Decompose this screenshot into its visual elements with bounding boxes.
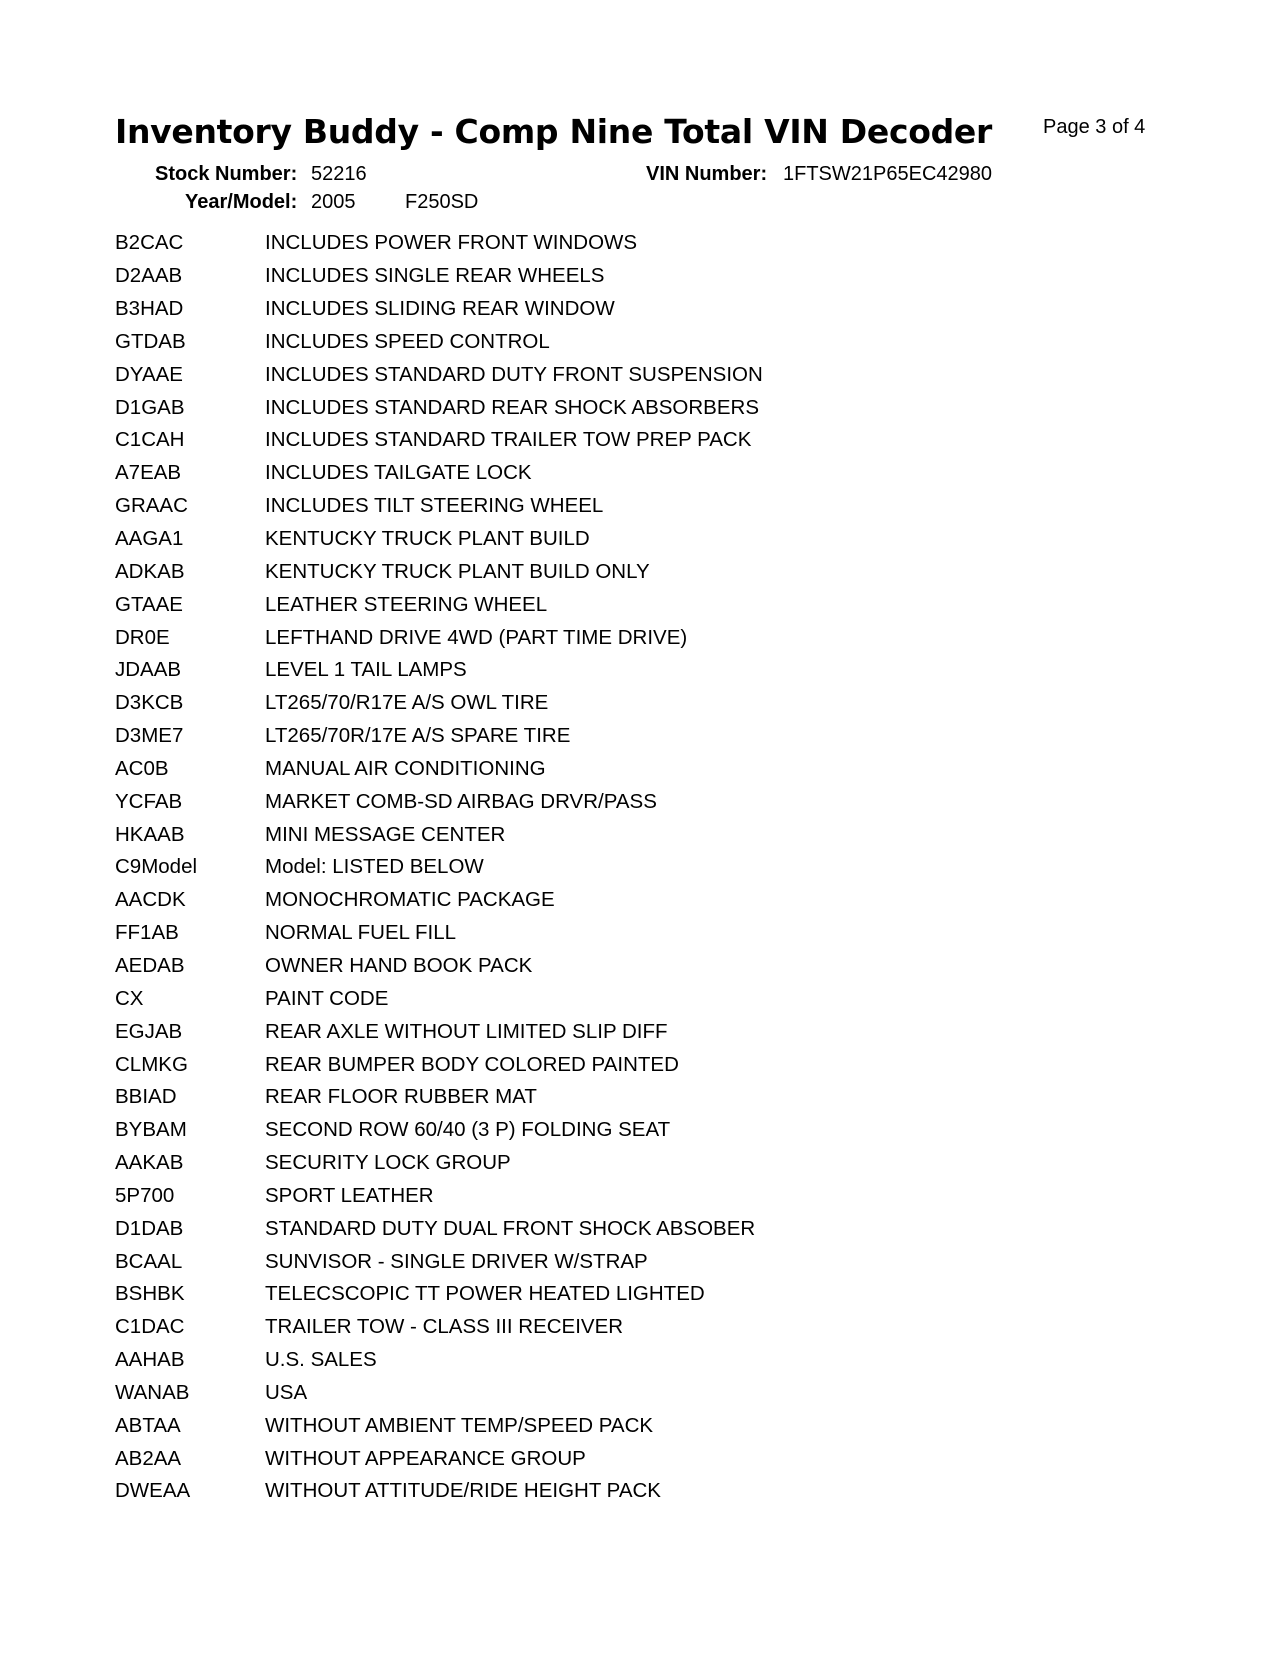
option-description: KENTUCKY TRUCK PLANT BUILD ONLY: [265, 559, 650, 583]
option-description: MINI MESSAGE CENTER: [265, 822, 506, 846]
option-code: CX: [115, 986, 144, 1010]
option-code: C9Model: [115, 855, 198, 879]
option-description: OWNER HAND BOOK PACK: [265, 953, 533, 977]
option-description: MARKET COMB-SD AIRBAG DRVR/PASS: [265, 789, 657, 813]
option-row: [115, 687, 763, 720]
option-description: STANDARD DUTY DUAL FRONT SHOCK ABSOBER: [265, 1216, 756, 1240]
option-row: [115, 391, 763, 424]
option-code: D2AAB: [115, 264, 183, 288]
option-description: SECURITY LOCK GROUP: [265, 1151, 511, 1175]
option-description: SPORT LEATHER: [265, 1183, 434, 1207]
option-description: INCLUDES STANDARD DUTY FRONT SUSPENSION: [265, 362, 763, 386]
option-row: [115, 982, 763, 1015]
document-title: Inventory Buddy - Comp Nine Total VIN Decoder: [115, 112, 992, 151]
option-description: LEATHER STEERING WHEEL: [265, 592, 548, 616]
option-code: FF1AB: [115, 921, 179, 945]
year-value: 2005: [311, 191, 356, 213]
option-code: B2CAC: [115, 231, 184, 255]
option-code: ADKAB: [115, 559, 185, 583]
option-description: TELECSCOPIC TT POWER HEATED LIGHTED: [265, 1282, 705, 1306]
option-description: U.S. SALES: [265, 1348, 377, 1372]
option-row: [115, 490, 763, 523]
option-code: AACDK: [115, 888, 186, 912]
page-number: Page 3 of 4: [1043, 116, 1146, 138]
option-row: [115, 884, 763, 917]
option-row: [115, 1245, 763, 1278]
option-description: INCLUDES SINGLE REAR WHEELS: [265, 264, 605, 288]
option-description: LT265/70/R17E A/S OWL TIRE: [265, 691, 549, 715]
option-row: [115, 818, 763, 851]
option-description: TRAILER TOW - CLASS III RECEIVER: [265, 1315, 624, 1339]
option-description: WITHOUT AMBIENT TEMP/SPEED PACK: [265, 1413, 654, 1437]
option-description: REAR AXLE WITHOUT LIMITED SLIP DIFF: [265, 1019, 668, 1043]
option-description: WITHOUT APPEARANCE GROUP: [265, 1446, 586, 1470]
option-description: SUNVISOR - SINGLE DRIVER W/STRAP: [265, 1249, 648, 1273]
option-code: GTAAE: [115, 592, 183, 616]
option-code: D3KCB: [115, 691, 184, 715]
option-row: [115, 720, 763, 753]
option-code: EGJAB: [115, 1019, 183, 1043]
option-description: INCLUDES TILT STEERING WHEEL: [265, 494, 604, 518]
option-row: [115, 523, 763, 556]
option-row: [115, 1212, 763, 1245]
option-row: [115, 1475, 763, 1508]
option-description: SECOND ROW 60/40 (3 P) FOLDING SEAT: [265, 1118, 671, 1142]
option-code: BBIAD: [115, 1085, 177, 1109]
option-code: AB2AA: [115, 1446, 182, 1470]
option-code: ABTAA: [115, 1413, 181, 1437]
option-description: NORMAL FUEL FILL: [265, 921, 456, 945]
option-description: PAINT CODE: [265, 986, 389, 1010]
option-code: AC0B: [115, 756, 169, 780]
option-description: INCLUDES STANDARD TRAILER TOW PREP PACK: [265, 428, 752, 452]
option-code: HKAAB: [115, 822, 185, 846]
option-code: C1DAC: [115, 1315, 185, 1339]
option-row: [115, 1344, 763, 1377]
option-row: [115, 1147, 763, 1180]
option-row: [115, 1377, 763, 1410]
option-description: INCLUDES TAILGATE LOCK: [265, 461, 532, 485]
option-row: [115, 1015, 763, 1048]
option-description: LT265/70R/17E A/S SPARE TIRE: [265, 724, 571, 748]
option-row: [115, 1179, 763, 1212]
option-row: [115, 227, 763, 260]
option-description: Model: LISTED BELOW: [265, 855, 484, 879]
option-code: WANAB: [115, 1380, 190, 1404]
model-value: F250SD: [405, 191, 479, 213]
option-row: [115, 293, 763, 326]
option-description: WITHOUT ATTITUDE/RIDE HEIGHT PACK: [265, 1479, 661, 1503]
option-code-list: [115, 227, 763, 1508]
option-description: REAR BUMPER BODY COLORED PAINTED: [265, 1052, 679, 1076]
option-row: [115, 1114, 763, 1147]
stock-number-label: Stock Number:: [155, 163, 298, 185]
option-code: C1CAH: [115, 428, 185, 452]
option-description: MONOCHROMATIC PACKAGE: [265, 888, 555, 912]
option-row: [115, 950, 763, 983]
option-row: [115, 1409, 763, 1442]
option-description: KENTUCKY TRUCK PLANT BUILD: [265, 527, 590, 551]
option-code: CLMKG: [115, 1052, 188, 1076]
option-row: [115, 851, 763, 884]
year-model-label: Year/Model:: [185, 191, 298, 213]
option-row: [115, 1278, 763, 1311]
option-description: LEVEL 1 TAIL LAMPS: [265, 658, 467, 682]
option-row: [115, 424, 763, 457]
option-code: BCAAL: [115, 1249, 183, 1273]
option-description: REAR FLOOR RUBBER MAT: [265, 1085, 537, 1109]
option-row: [115, 260, 763, 293]
option-code: BSHBK: [115, 1282, 185, 1306]
option-row: [115, 621, 763, 654]
option-code: D1DAB: [115, 1216, 184, 1240]
option-description: USA: [265, 1380, 308, 1404]
option-row: [115, 785, 763, 818]
vin-number-label: VIN Number:: [646, 163, 768, 185]
vin-number-value: 1FTSW21P65EC42980: [783, 163, 993, 185]
option-description: INCLUDES POWER FRONT WINDOWS: [265, 231, 638, 255]
option-code: DR0E: [115, 625, 170, 649]
option-row: [115, 358, 763, 391]
option-description: INCLUDES STANDARD REAR SHOCK ABSORBERS: [265, 395, 760, 419]
option-row: [115, 753, 763, 786]
option-row: [115, 457, 763, 490]
option-code: AAGA1: [115, 527, 184, 551]
option-code: A7EAB: [115, 461, 182, 485]
option-code: B3HAD: [115, 297, 184, 321]
option-description: INCLUDES SLIDING REAR WINDOW: [265, 297, 615, 321]
option-code: AAHAB: [115, 1348, 185, 1372]
option-code: AAKAB: [115, 1151, 184, 1175]
option-row: [115, 1311, 763, 1344]
option-code: AEDAB: [115, 953, 185, 977]
option-description: INCLUDES SPEED CONTROL: [265, 329, 550, 353]
option-code: GRAAC: [115, 494, 188, 518]
option-row: [115, 1442, 763, 1475]
option-row: [115, 917, 763, 950]
option-row: [115, 1048, 763, 1081]
option-row: [115, 1081, 763, 1114]
option-code: YCFAB: [115, 789, 183, 813]
option-row: [115, 555, 763, 588]
option-code: JDAAB: [115, 658, 182, 682]
option-code: D3ME7: [115, 724, 184, 748]
option-description: MANUAL AIR CONDITIONING: [265, 756, 546, 780]
option-description: LEFTHAND DRIVE 4WD (PART TIME DRIVE): [265, 625, 688, 649]
stock-number-value: 52216: [311, 163, 367, 185]
option-row: [115, 326, 763, 359]
option-code: DYAAE: [115, 362, 183, 386]
option-code: GTDAB: [115, 329, 186, 353]
option-row: [115, 588, 763, 621]
option-code: D1GAB: [115, 395, 185, 419]
option-code: DWEAA: [115, 1479, 191, 1503]
option-row: [115, 654, 763, 687]
option-code: BYBAM: [115, 1118, 187, 1142]
option-code: 5P700: [115, 1183, 175, 1207]
